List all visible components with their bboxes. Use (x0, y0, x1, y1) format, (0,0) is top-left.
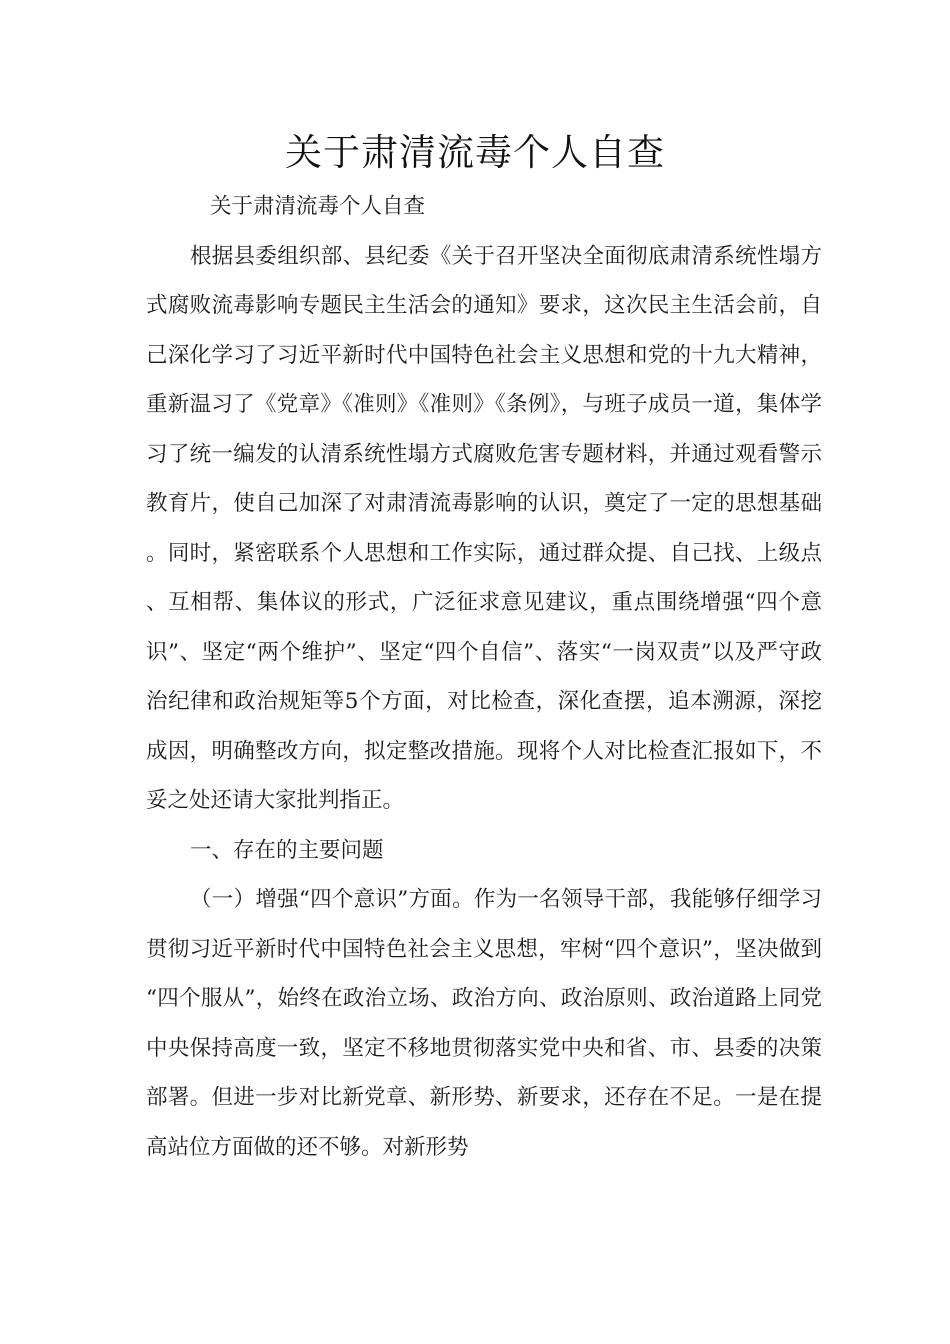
intro-paragraph: 根据县委组织部、县纪委《关于召开坚决全面彻底肃清系统性塌方式腐败流毒影响专题民主生活会的通知》要求，这次民主生活会前，自己深化学习了习近平新时代中国特色社会主义思想和党的十九大精神，重新温习了《党章》《准则》《准则》《条例》，与班子成员一道，集体学习了统一编发的认清系统性塌方式腐败危害专题材料，并通过观看警示教育片，使自己加深了对肃清流毒影响的认识，奠定了一定的思想基础。同时，紧密联系个人思想和工作实际，通过群众提、自己找、上级点、互相帮、集体议的形式，广泛征求意见建议，重点围绕增强“四个意识”、坚定“两个维护”、坚定“四个自信”、落实“一岗双责”以及严守政治纪律和政治规矩等5个方面，对比检查，深化查摆，追本溯源，深挖成因，明确整改方向，拟定整改措施。现将个人对比检查汇报如下，不妥之处还请大家批判指正。 (146, 243, 822, 813)
section-heading: 一、存在的主要问题 (190, 837, 384, 863)
document-body (146, 182, 822, 1172)
section-paragraph: （一）增强“四个意识”方面。作为一名领导干部，我能够仔细学习贯彻习近平新时代中国特色社会主义思想，牢树“四个意识”，坚决做到“四个服从”，始终在政治立场、政治方向、政治原则、政治道路上同党中央保持高度一致，坚定不移地贯彻落实党中央和省、市、县委的决策部署。但进一步对比新党章、新形势、新要求，还存在不足。一是在提高站位方面做的还不够。对新形势 (146, 887, 822, 1160)
document-subtitle: 关于肃清流毒个人自查 (210, 194, 426, 219)
document-title: 关于肃清流毒个人自查 (285, 131, 665, 174)
